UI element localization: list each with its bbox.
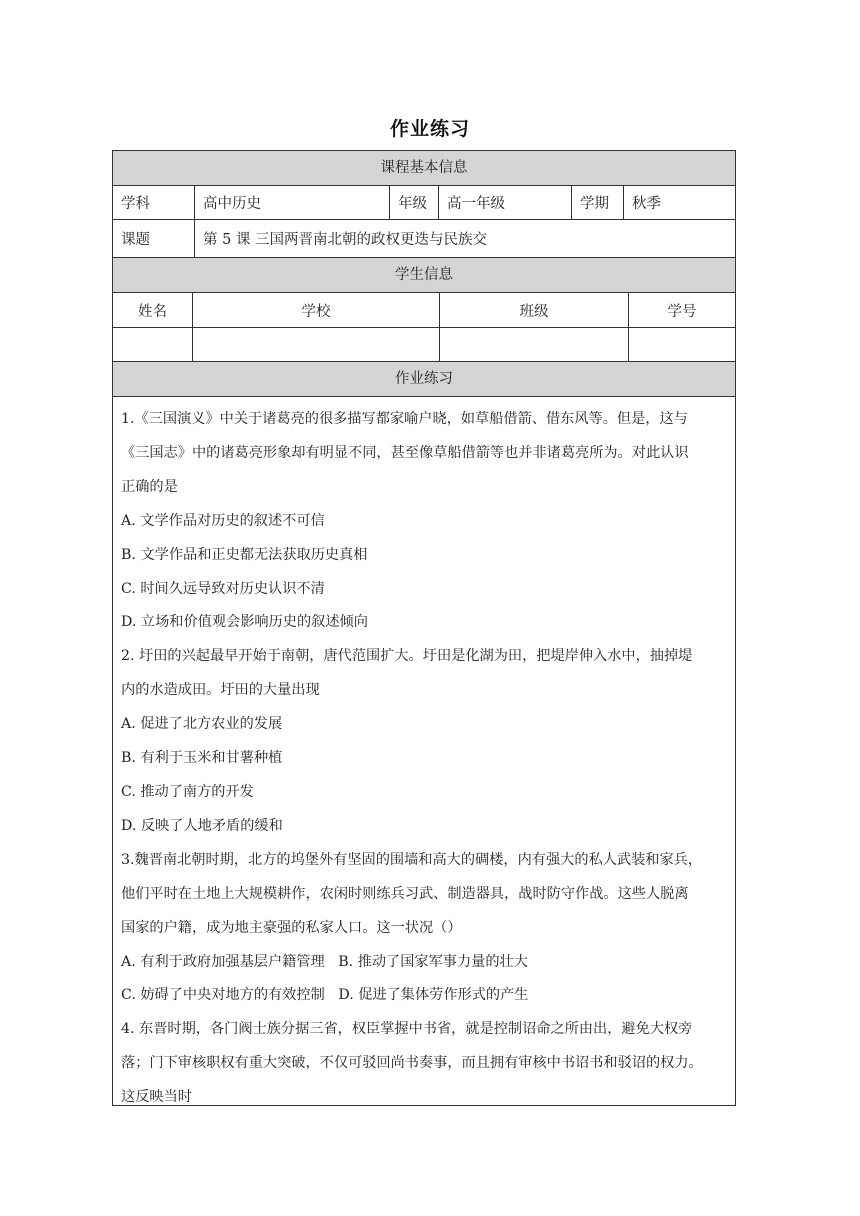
question-line: 这反映当时 <box>121 1089 192 1106</box>
question-line: 正确的是 <box>121 478 178 495</box>
topic-value: 第 5 课 三国两晋南北朝的政权更迭与民族交 <box>203 232 488 248</box>
question-line: 《三国志》中的诸葛亮形象却有明显不同，甚至像草船借箭等也并非诸葛亮所为。对此认识 <box>121 444 689 461</box>
question-line: 1.《三国演义》中关于诸葛亮的很多描写都家喻户晓，如草船借箭、借东风等。但是，这与 <box>121 411 688 427</box>
answer-option: C. 妨碍了中央对地方的有效控制 D. 促进了集体劳作形式的产生 <box>121 987 529 1004</box>
page-title: 作业练习 <box>389 118 470 140</box>
answer-option: B. 文学作品和正史都无法获取历史真相 <box>121 546 368 563</box>
class-label: 班级 <box>440 293 629 327</box>
class-field[interactable] <box>440 328 629 361</box>
name-label: 姓名 <box>113 293 193 327</box>
school-field[interactable] <box>193 328 440 361</box>
answer-option: C. 时间久远导致对历史认识不清 <box>121 580 325 597</box>
question-line: 他们平时在土地上大规模耕作，农闲时则练兵习武、制造器具，战时防守作战。这些人脱离 <box>121 885 689 902</box>
answer-option: D. 立场和价值观会影响历史的叙述倾向 <box>121 614 368 631</box>
name-field[interactable] <box>113 328 193 361</box>
answer-option: A. 文学作品对历史的叙述不可信 <box>121 512 325 529</box>
question-line: 落；门下审核职权有重大突破，不仅可驳回尚书奏事，而且拥有审核中书诏书和驳诏的权力。 <box>121 1055 703 1072</box>
answer-option: C. 推动了南方的开发 <box>121 783 254 800</box>
student-id-label: 学号 <box>667 303 697 320</box>
homework-header: 作业练习 <box>113 362 735 397</box>
course-info-row <box>113 186 735 220</box>
grade-value: 高一年级 <box>439 186 572 219</box>
student-info-labels-row <box>113 293 735 328</box>
term-value: 秋季 <box>632 196 661 212</box>
school-label: 学校 <box>193 293 440 327</box>
question-line: 2. 圩田的兴起最早开始于南朝，唐代范围扩大。圩田是化湖为田，把堤岸伸入水中，抽掉堤 <box>121 648 693 665</box>
answer-option: D. 反映了人地矛盾的缓和 <box>121 817 283 834</box>
grade-label: 年级 <box>390 186 439 219</box>
question-line: 内的水造成田。圩田的大量出现 <box>121 682 320 699</box>
question-line: 国家的户籍，成为地主豪强的私家人口。这一状况（） <box>121 919 462 936</box>
student-id-field[interactable] <box>629 328 735 361</box>
course-info-header: 课程基本信息 <box>113 151 735 186</box>
topic-row <box>113 220 735 258</box>
answer-option: A. 有利于政府加强基层户籍管理 B. 推动了国家军事力量的壮大 <box>121 953 528 970</box>
question-line: 3.魏晋南北朝时期，北方的坞堡外有坚固的围墙和高大的碉楼，内有强大的私人武装和家兵， <box>121 851 703 868</box>
homework-sheet <box>112 150 736 1106</box>
student-info-header: 学生信息 <box>113 258 735 293</box>
term-label: 学期 <box>572 186 624 219</box>
question-line: 4. 东晋时期，各门阀士族分据三省，权臣掌握中书省，就是控制诏命之所由出，避免大权旁 <box>121 1021 693 1038</box>
topic-label: 课题 <box>113 220 195 257</box>
subject-label: 学科 <box>113 186 195 219</box>
answer-option: B. 有利于玉米和甘薯种植 <box>121 750 283 767</box>
homework-questions <box>113 397 735 1105</box>
student-info-input-row <box>113 328 735 362</box>
answer-option: A. 促进了北方农业的发展 <box>121 716 283 733</box>
subject-value: 高中历史 <box>195 186 390 219</box>
